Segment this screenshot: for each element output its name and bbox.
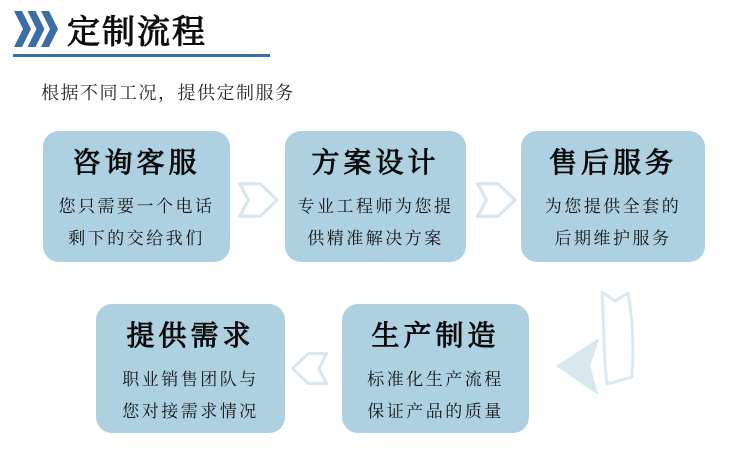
step-box-consult	[43, 131, 230, 262]
arrow-right-icon	[472, 176, 520, 224]
arrow-left-icon	[288, 345, 332, 392]
step-title: 咨询客服	[72, 147, 201, 178]
step-box-requirements	[96, 304, 285, 433]
step-desc: 标准化生产流程 保证产品的质量	[367, 370, 504, 421]
step-box-manufacturing	[342, 304, 529, 433]
step-desc: 为您提供全套的 后期维护服务	[544, 197, 682, 248]
step-title: 提供需求	[126, 320, 255, 351]
step-box-aftersales	[521, 131, 705, 262]
page-title: 定制流程	[67, 13, 207, 50]
step-desc: 职业销售团队与 您对接需求情况	[122, 370, 259, 421]
triple-chevron-right-icon	[14, 11, 58, 47]
arrow-down-left-icon	[553, 286, 641, 400]
arrow-right-icon	[234, 176, 282, 224]
page-subtitle: 根据不同工况，提供定制服务	[41, 83, 295, 103]
step-desc: 专业工程师为您提 供精准解决方案	[297, 197, 454, 248]
step-title: 售后服务	[548, 147, 677, 178]
step-title: 方案设计	[311, 147, 440, 178]
step-desc: 您只需要一个电话 剩下的交给我们	[58, 197, 215, 248]
step-title: 生产制造	[371, 320, 500, 351]
step-box-design	[285, 131, 466, 262]
title-underline	[13, 54, 270, 57]
